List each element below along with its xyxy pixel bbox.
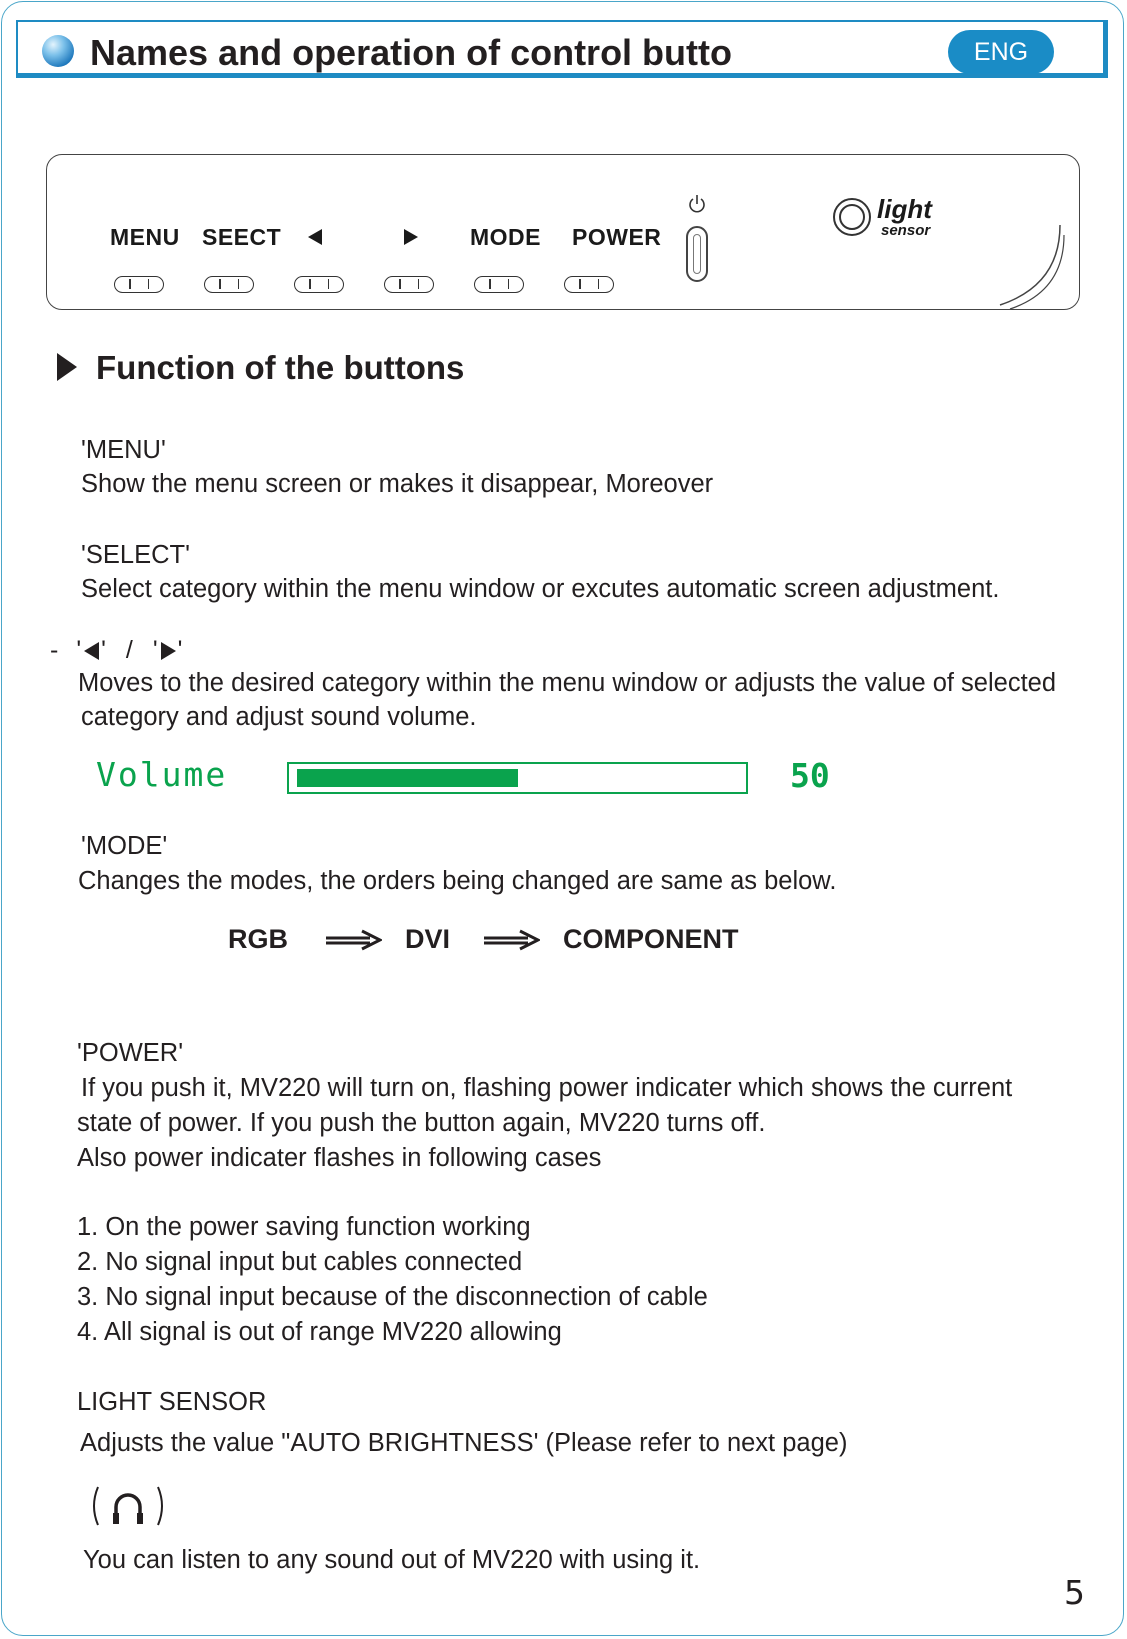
power-case-4: 4. All signal is out of range MV220 allowing [77,1318,562,1346]
header-bullet-icon [42,35,74,67]
light-sensor-description: Adjusts the value "AUTO BRIGHTNESS' (Please refer to next page) [80,1429,848,1457]
section-triangle-icon [56,352,78,382]
power-line3: Also power indicater flashes in following cases [77,1144,602,1172]
panel-label-select: SEECT [202,224,282,250]
panel-label-mode: MODE [470,224,541,250]
sensor-label: light [877,194,932,224]
power-case-3: 3. No signal input because of the disconnection of cable [77,1283,708,1311]
menu-description: Show the menu screen or makes it disappear, Moreover [81,470,714,498]
arrows-description-line2: category and adjust sound volume. [81,703,477,731]
power-heading: 'POWER' [77,1039,184,1067]
arrows-description-line1: Moves to the desired category within the menu window or adjusts the value of selected [78,669,1057,697]
volume-bar-fill [297,769,518,787]
select-description: Select category within the menu window or excutes automatic screen adjustment. [81,575,1000,603]
select-heading: 'SELECT' [81,541,190,569]
power-line1: If you push it, MV220 will turn on, flashing power indicater which shows the current [81,1074,1013,1102]
left-button[interactable] [294,276,344,293]
panel-corner-curve-icon [990,225,1070,315]
section-title: Function of the buttons [96,349,465,386]
panel-label-menu: MENU [110,224,180,250]
right-button[interactable] [384,276,434,293]
language-badge: ENG [948,30,1054,74]
mode-sequence-component: COMPONENT [563,924,739,954]
headphone-icon [88,1483,168,1529]
mode-button[interactable] [474,276,524,293]
power-case-2: 2. No signal input but cables connected [77,1248,523,1276]
page-title: Names and operation of control butto [90,32,733,73]
select-button[interactable] [204,276,254,293]
power-line2: state of power. If you push the button again, MV220 turns off. [77,1109,766,1137]
menu-button[interactable] [114,276,164,293]
right-arrow-icon [158,640,178,662]
volume-osd-label: Volume [96,755,228,794]
panel-label-power: POWER [572,224,662,250]
power-icon [687,194,707,216]
light-sensor-icon [833,198,871,236]
mode-sequence-rgb: RGB [228,924,288,954]
power-indicator [686,226,708,282]
left-arrow-icon [81,640,101,662]
volume-osd-value: 50 [790,756,830,795]
mode-heading: 'MODE' [81,832,168,860]
mode-description: Changes the modes, the orders being changed are same as below. [78,867,837,895]
left-arrow-icon [306,227,324,247]
right-arrow-icon [402,227,420,247]
headphone-description: You can listen to any sound out of MV220 with using it. [83,1546,701,1574]
arrow-keys-prefix: - [50,636,59,664]
menu-heading: 'MENU' [81,436,166,464]
arrow-keys-heading: - ' ' / ' ' [50,636,183,664]
sensor-sublabel: sensor [881,222,931,239]
power-button[interactable] [564,276,614,293]
mode-sequence-dvi: DVI [405,924,451,954]
light-sensor-heading: LIGHT SENSOR [77,1388,267,1416]
power-case-1: 1. On the power saving function working [77,1213,531,1241]
headphone-jack [88,1483,168,1529]
arrow-keys-separator: / [125,636,133,664]
page-number: 5 [1064,1573,1085,1612]
arrow-right-icon [324,929,382,951]
volume-bar [287,762,748,794]
arrow-right-icon [482,929,540,951]
